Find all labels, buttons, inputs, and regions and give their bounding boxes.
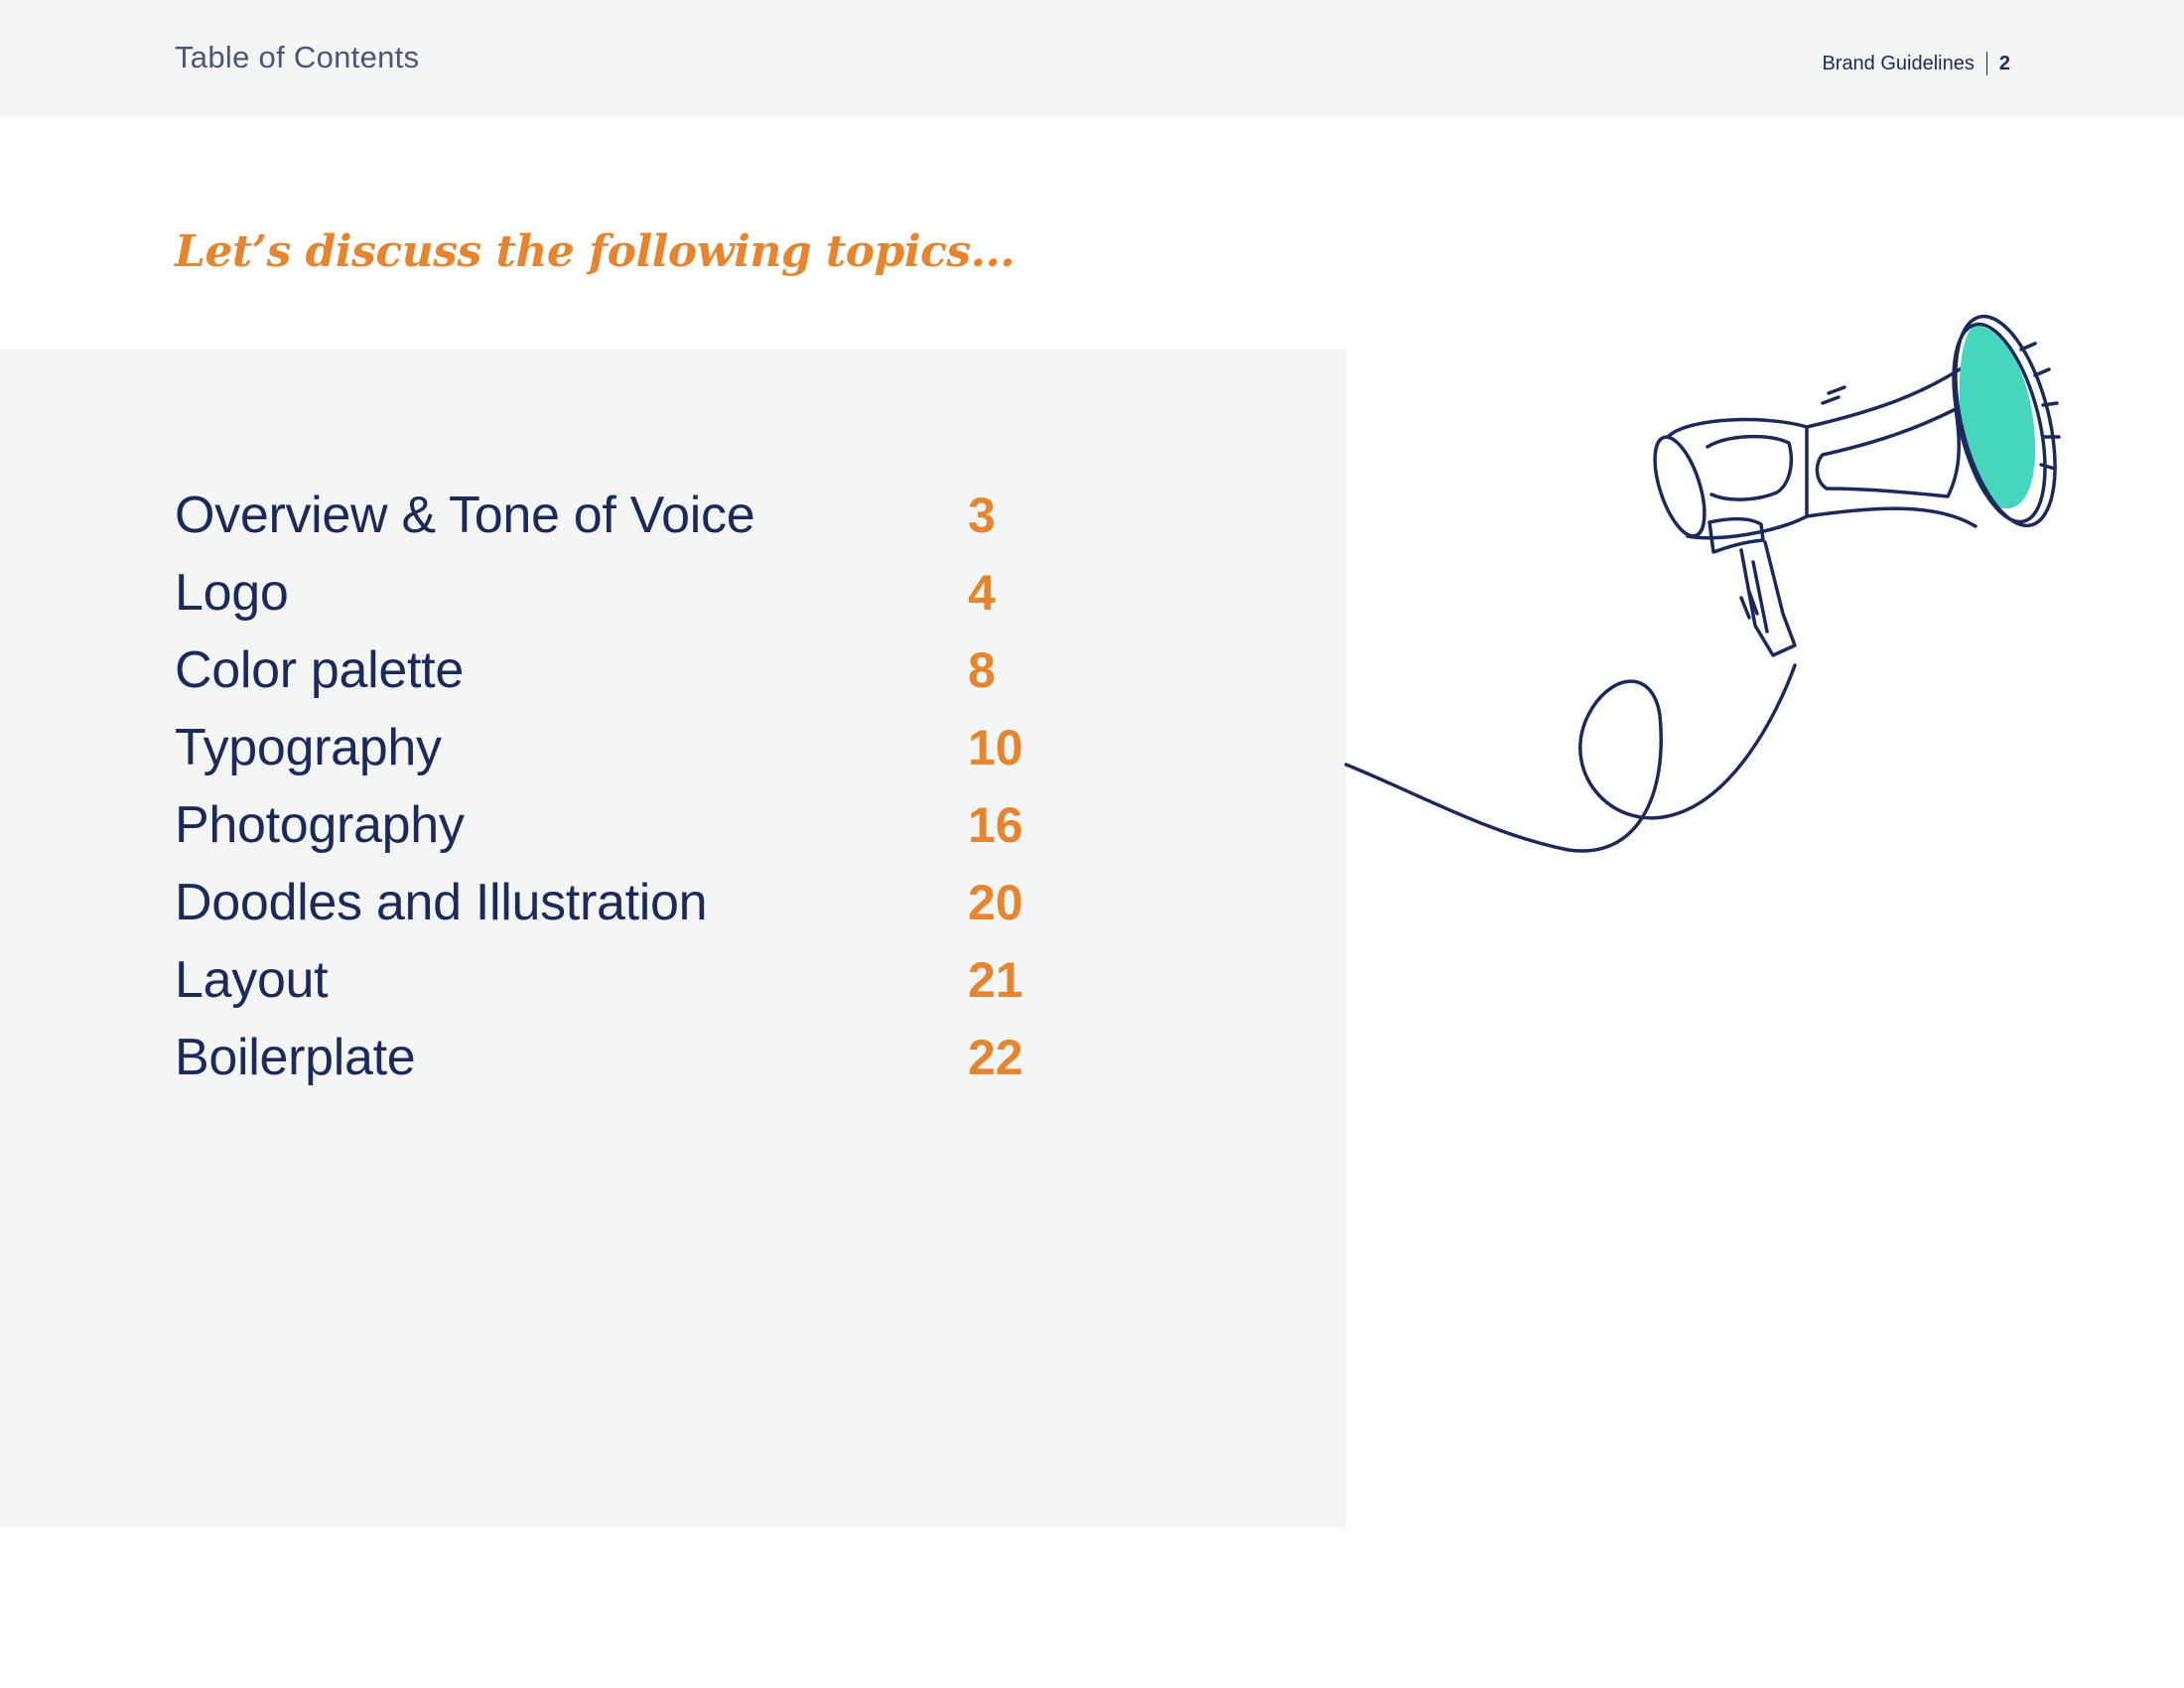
toc-item-page: 22 — [968, 1030, 1024, 1085]
toc-item-page: 3 — [968, 488, 996, 543]
toc-item-logo[interactable] — [175, 554, 1068, 632]
section-title: Table of Contents — [175, 40, 420, 74]
toc-item-page: 16 — [968, 797, 1024, 853]
megaphone-cone-inner — [1817, 409, 1959, 496]
toc-list — [175, 477, 1068, 1096]
toc-item-label: Doodles and Illustration — [175, 874, 708, 931]
toc-item-label: Overview & Tone of Voice — [175, 487, 755, 544]
megaphone-cord — [1346, 665, 1795, 851]
doc-title: Brand Guidelines — [1822, 52, 1975, 74]
megaphone-icon — [1340, 298, 2095, 874]
megaphone-handle — [1741, 542, 1795, 655]
toc-item-overview[interactable] — [175, 477, 1068, 554]
megaphone-cone — [1807, 361, 1976, 526]
toc-item-layout[interactable] — [175, 941, 1068, 1019]
toc-item-label: Logo — [175, 564, 289, 622]
toc-item-photography[interactable] — [175, 786, 1068, 864]
running-head — [1822, 52, 2010, 75]
megaphone-back — [1645, 431, 1714, 541]
toc-item-label: Boilerplate — [175, 1029, 416, 1086]
page-number: 2 — [1998, 52, 2010, 74]
header-divider — [1986, 52, 1987, 75]
toc-item-color-palette[interactable] — [175, 632, 1068, 709]
toc-item-page: 21 — [968, 952, 1024, 1008]
toc-item-label: Typography — [175, 719, 442, 776]
toc-item-typography[interactable] — [175, 709, 1068, 786]
toc-item-page: 20 — [968, 875, 1024, 930]
toc-item-label: Layout — [175, 951, 329, 1009]
toc-item-doodles[interactable] — [175, 864, 1068, 941]
megaphone-grip-lines — [1741, 592, 1757, 618]
toc-item-page: 10 — [968, 720, 1024, 775]
megaphone-body-inner — [1707, 437, 1791, 499]
toc-item-boilerplate[interactable] — [175, 1019, 1068, 1096]
header-band — [0, 0, 2184, 117]
intro-heading: Let’s discuss the following topics... — [175, 226, 1016, 277]
toc-item-page: 8 — [968, 642, 996, 698]
toc-item-label: Photography — [175, 796, 465, 854]
toc-item-page: 4 — [968, 565, 996, 621]
toc-item-label: Color palette — [175, 641, 464, 699]
